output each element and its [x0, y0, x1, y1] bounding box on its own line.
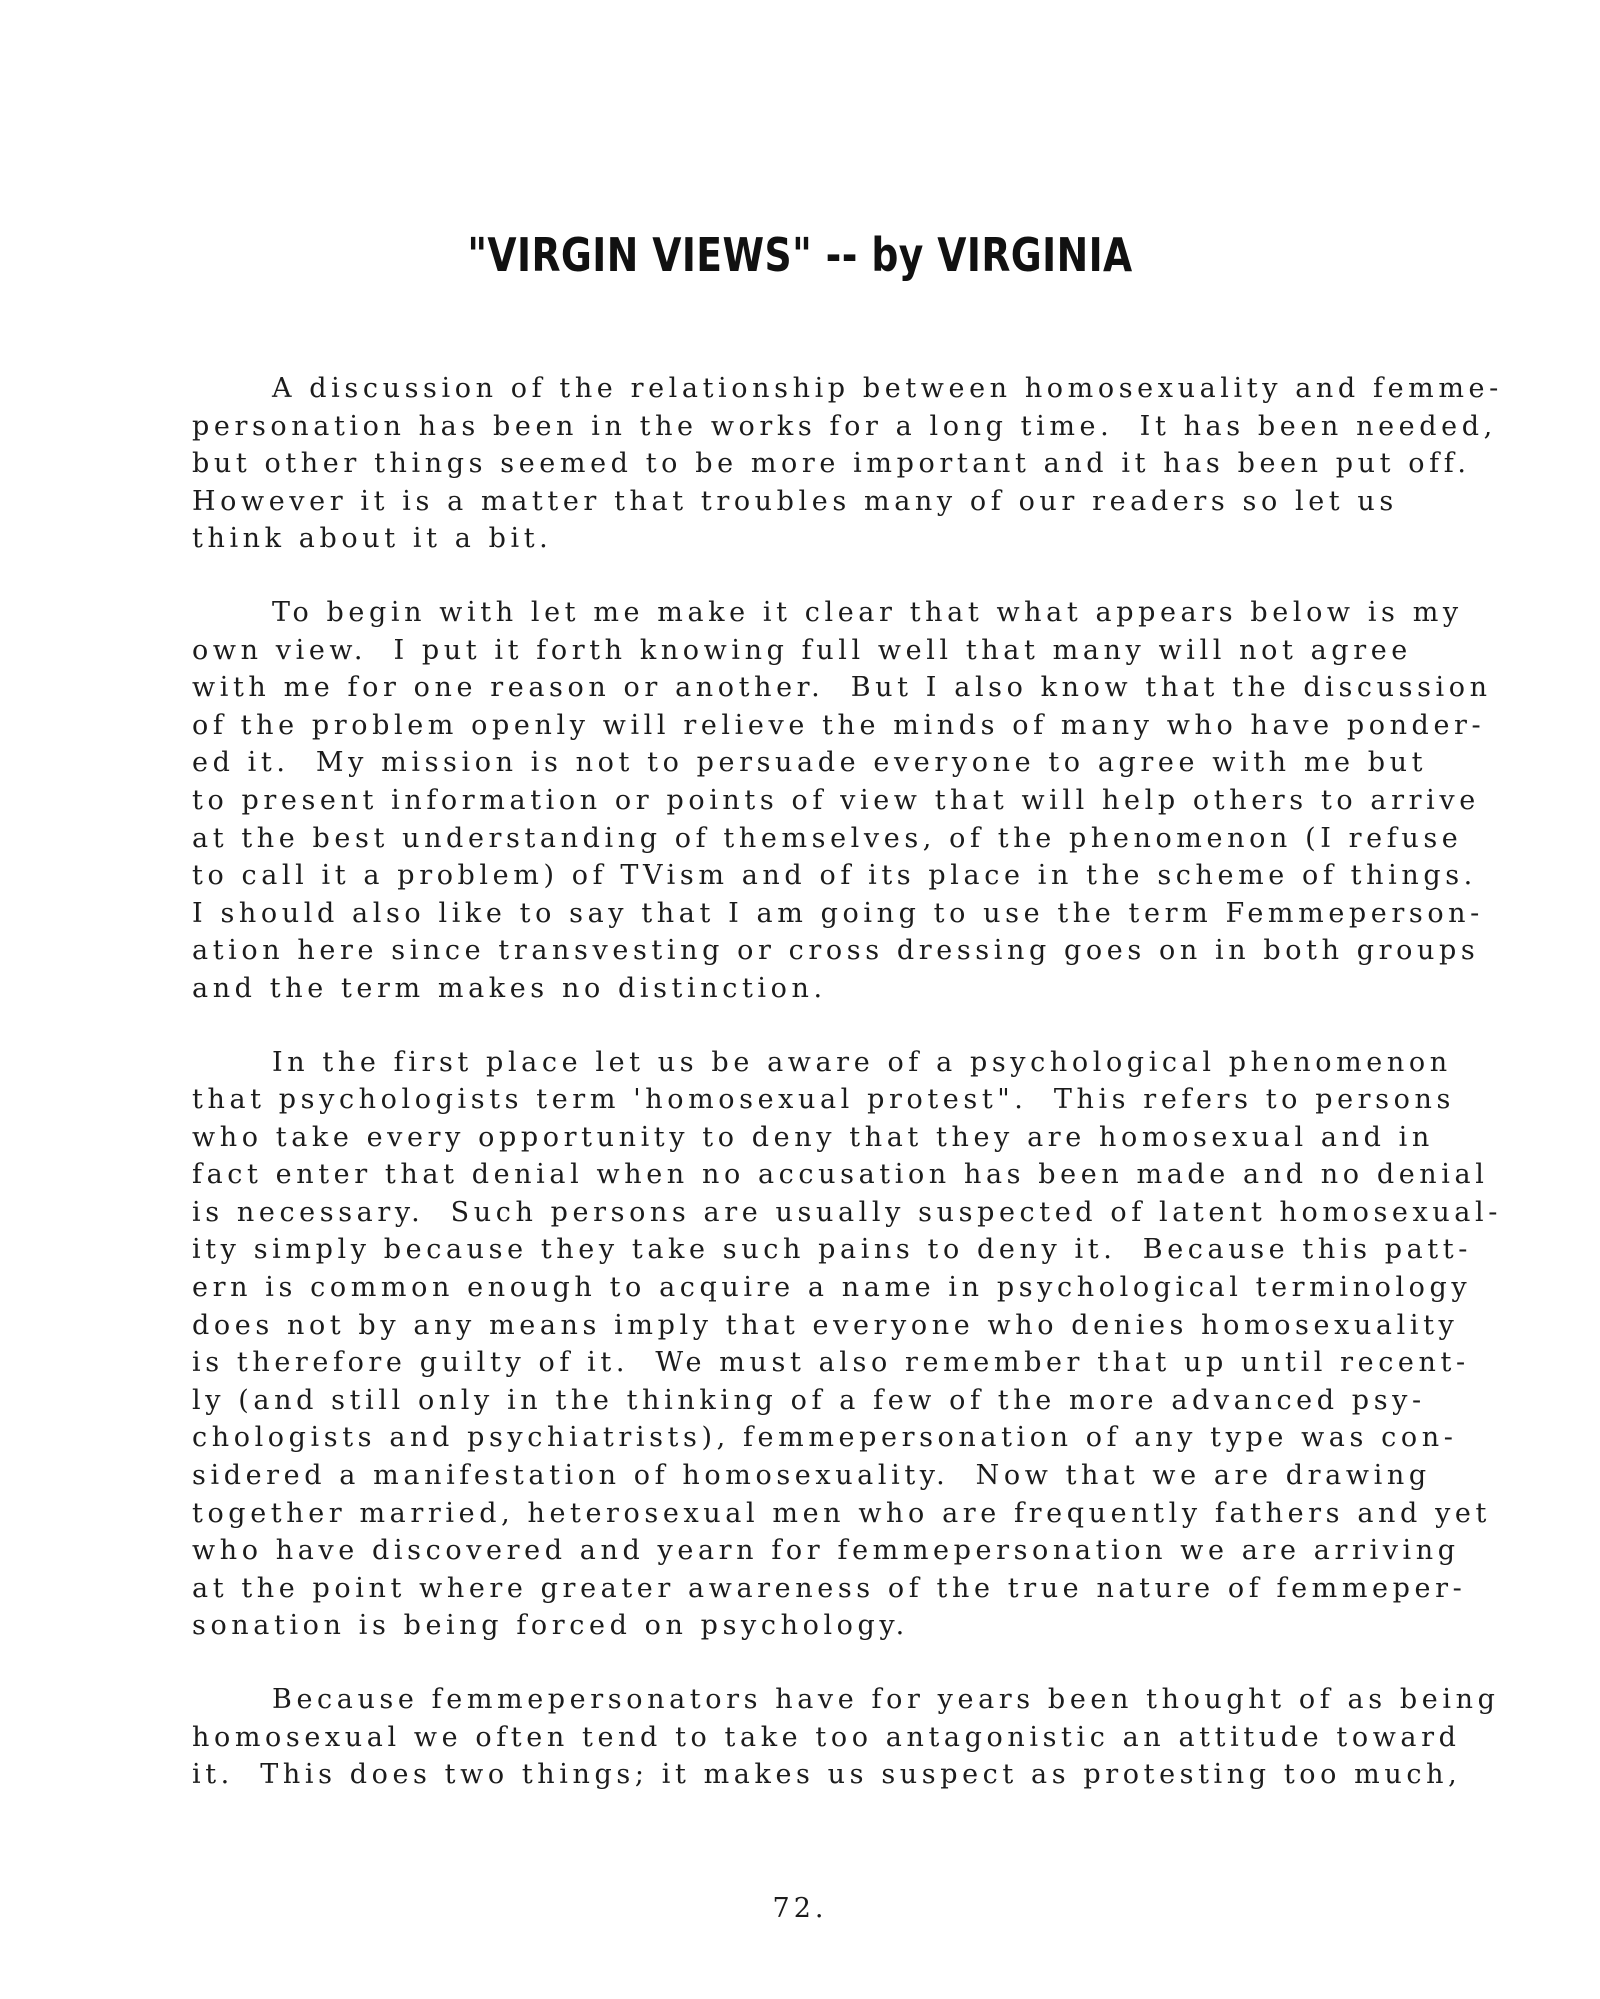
text-line: own view. I put it forth knowing full well that many will not agree	[192, 634, 1412, 666]
text-line: think about it a bit.	[192, 523, 553, 555]
text-line: homosexual we often tend to take too antagonistic an attitude toward	[192, 1721, 1461, 1753]
text-line: with me for one reason or another. But I also know that the discussion	[192, 672, 1492, 704]
paragraph	[192, 1044, 1572, 1646]
text-line: However it is a matter that troubles many of our readers so let us	[192, 485, 1398, 517]
text-line: together married, heterosexual men who are frequently fathers and yet	[192, 1497, 1491, 1529]
text-line: it. This does two things; it makes us suspect as protesting too much,	[192, 1759, 1462, 1791]
text-line: who take every opportunity to deny that they are homosexual and in	[192, 1121, 1434, 1153]
text-line: ity simply because they take such pains to deny it. Because this patt-	[192, 1234, 1472, 1266]
text-line: who have discovered and yearn for femmepersonation we are arriving	[192, 1535, 1460, 1567]
text-line: personation has been in the works for a long time. It has been needed,	[192, 410, 1497, 442]
text-line: is therefore guilty of it. We must also remember that up until recent-	[192, 1347, 1470, 1379]
text-line: to call it a problem) of TVism and of its place in the scheme of things.	[192, 860, 1477, 892]
paragraph	[192, 1681, 1572, 1794]
text-line: but other things seemed to be more important and it has been put off.	[192, 448, 1471, 480]
text-line: and the term makes no distinction.	[192, 972, 827, 1004]
page-number: 72.	[772, 1893, 828, 1924]
text-line: fact enter that denial when no accusation has been made and no denial	[192, 1159, 1489, 1191]
text-line: In the first place let us be aware of a psychological phenomenon	[272, 1046, 1452, 1078]
text-line: of the problem openly will relieve the minds of many who have ponder-	[192, 709, 1486, 741]
text-line: ly (and still only in the thinking of a few of the more advanced psy-	[192, 1384, 1426, 1416]
paragraph	[192, 370, 1572, 558]
article-body	[192, 370, 1572, 1830]
text-line: ern is common enough to acquire a name in psychological terminology	[192, 1272, 1472, 1304]
text-line: that psychologists term 'homosexual protest". This refers to persons	[192, 1084, 1455, 1116]
text-line: I should also like to say that I am going to use the term Femmeperson-	[192, 897, 1484, 929]
paragraph	[192, 594, 1572, 1008]
text-line: does not by any means imply that everyone who denies homosexuality	[192, 1309, 1459, 1341]
text-line: To begin with let me make it clear that what appears below is my	[272, 596, 1463, 628]
text-line: at the best understanding of themselves, of the phenomenon (I refuse	[192, 822, 1463, 854]
text-line: chologists and psychiatrists), femmepersonation of any type was con-	[192, 1422, 1458, 1454]
text-line: A discussion of the relationship between homosexuality and femme-	[272, 373, 1503, 404]
text-line: Because femmepersonators have for years been thought of as being	[272, 1684, 1500, 1715]
text-line: sonation is being forced on psychology.	[192, 1610, 909, 1642]
text-line: ation here since transvesting or cross dressing goes on in both groups	[192, 935, 1480, 967]
article-title: "VIRGIN VIEWS" -- by VIRGINIA	[467, 228, 1133, 282]
text-line: sidered a manifestation of homosexuality. Now that we are drawing	[192, 1460, 1431, 1492]
text-line: is necessary. Such persons are usually suspected of latent homosexual-	[192, 1196, 1502, 1228]
text-line: to present information or points of view that will help others to arrive	[192, 784, 1480, 816]
text-line: ed it. My mission is not to persuade everyone to agree with me but	[192, 747, 1428, 779]
text-line: at the point where greater awareness of the true nature of femmeper-	[192, 1572, 1467, 1604]
